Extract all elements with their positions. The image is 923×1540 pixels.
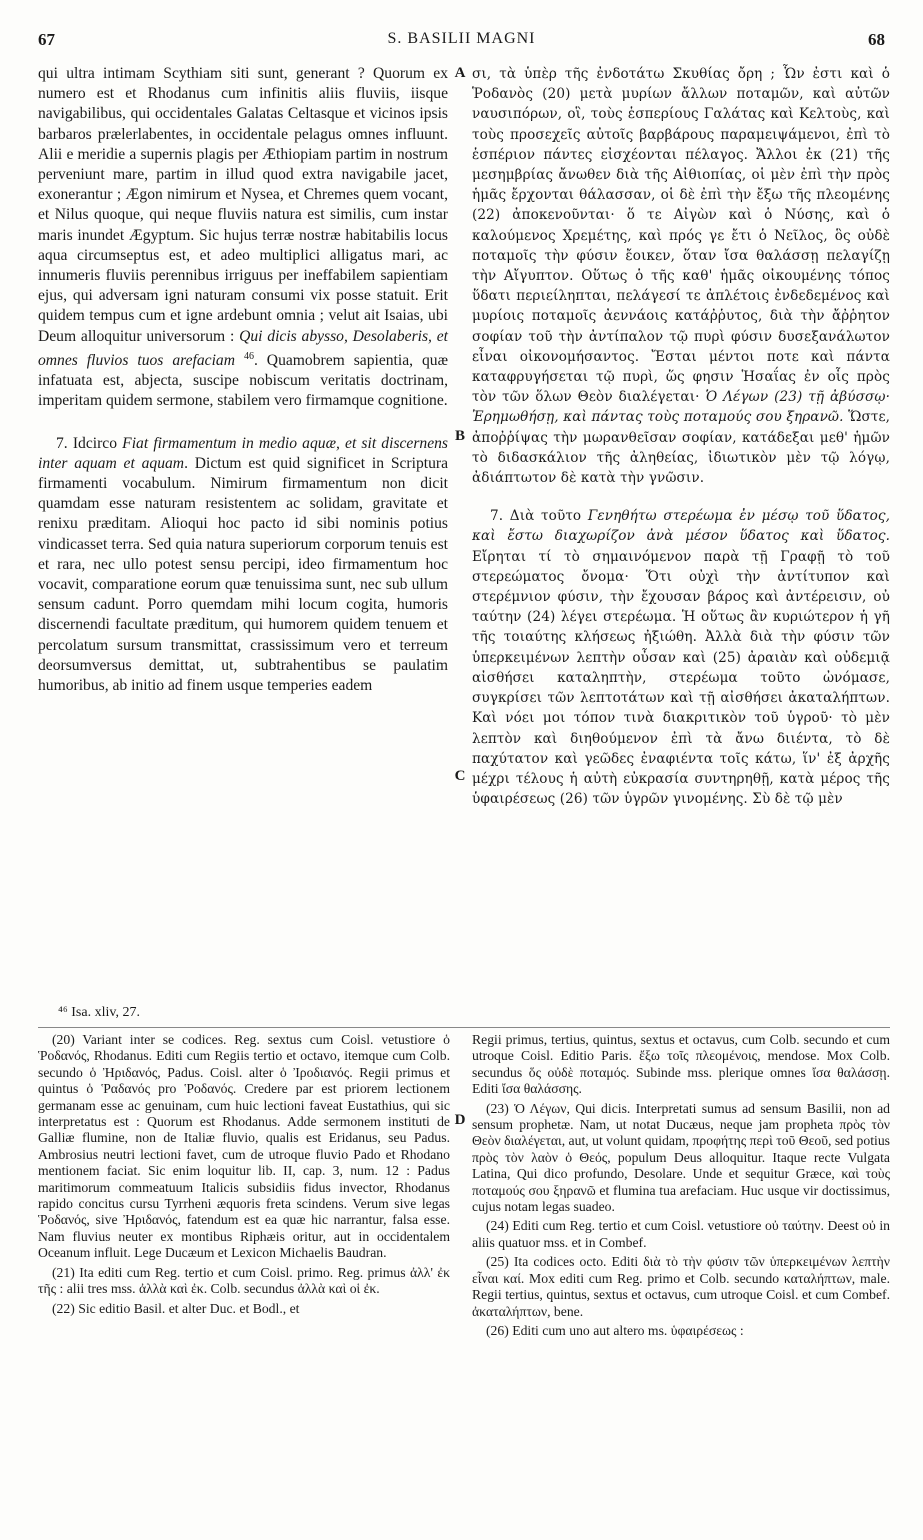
notes-left-column (38, 1032, 450, 1320)
note-26: (26) Editi cum uno aut altero ms. ὑφαιρέσεως : (486, 1322, 744, 1338)
scripture-footnote: ⁴⁶ Isa. xliv, 27. (58, 1005, 140, 1020)
greek-scripture-quote-2: Γενηθήτω στερέωμα ἐν μέσῳ τοῦ ὕδατος, καὶ ἔστω διαχωρίζον ἀνὰ μέσον ὕδατος καὶ ὕδατος. (472, 508, 890, 545)
note-22: (22) Sic editio Basil. et alter Duc. et Bodl., et (52, 1300, 300, 1316)
note-23: (23) Ὁ Λέγων, Qui dicis. Interpretati sumus ad sensum Basilii, non ad sensum prophetæ. Nam, ut notat Ducæus, neque jam propheta πρὸς τὸν Θεὸν διαλέγεται, aut, ut volunt quidam, προφήτης περὶ τοῦ Θεοῦ, sed potius πρὸς τὸν λαὸν ὁ Θεός, populum Deus alloquitur. Itaque recte Vulgata Latina, Qui dico profundo, Desolare. Unde et sequitur Græce, καὶ τοὺς ποταμούς σου ξηρανῶ et flumina tua arefaciam. Huc usque vir doctissimus, cujus notam legas suadeo. (472, 1100, 890, 1215)
margin-letter-d: D (454, 1112, 466, 1128)
margin-letter-c: C (454, 768, 466, 784)
note-24: (24) Editi cum Reg. tertio et cum Coisl. vetustiore οὐ ταύτην. Deest οὐ in aliis quatuor mss. et in Combef. (472, 1218, 890, 1250)
margin-letter-b: B (454, 428, 465, 444)
right-page-number: 68 (868, 30, 885, 49)
note-21: (21) Ita editi cum Reg. tertio et cum Coisl. primo. Reg. primus ἀλλ' ἐκ τῆς : alii tres mss. ἀλλὰ καὶ ἐκ. Colb. secundus ἀλλὰ καὶ οἱ ἐκ. (38, 1264, 450, 1297)
note-20: (20) Variant inter se codices. Reg. sextus cum Coisl. vetustiore ὁ Ῥοδανός, Rhodanus. Editi cum Regiis tertio et octavo, itemque cum Colb. secundo ὁ Ἠριδανός, Padus. Coisl. alter ὁ Ἰροδιανός. Regii primus et quintus ὁ Ῥαδανός pro Ῥοδανός. Credere par est priorem lectionem germanam esse ac genuinam, cum huic lectioni faveat Eustathius, qui sic interpretatus est : Quorum est Rhodanus. Adde sermonem instituti de Galliæ flumine, non de Italiæ fluvio, qualis est Eridanus, seu Padus. Ambrosius neutri lectioni favet, cum de utroque fluvio Pado et Rhodano mentionem faciat. Sic enim loquitur lib. II, cap. 3, num. 12 : Padus maritimorum commeatuum Italicis subsidiis fidus invector, Rhodanus rapido concitus cursu Tyrrheni æquoris freta scindens. Verum sive legas Ῥοδανός, sive Ἠριδανός, fatendum est ea quæ hic narrantur, falsa esse. Nam fluvius neuter ex montibus Riphæis oritur, aut in occidentalem Oceanum influit. Lege Ducæum et Lexicon Michaelis Baudran. (38, 1032, 450, 1261)
notes-right-column (472, 1032, 890, 1342)
latin-scripture-quote: Qui dicis abysso, Desolaberis, et omnes fluvios tuos arefaciam (38, 327, 448, 370)
note-22-continued: Regii primus, tertius, quintus, sextus et octavus, cum Colb. secundo et cum utroque Coisl. Editio Paris. ἔξω τοῖς πλεομένοις, mendose. Mox Colb. secundus ὅς οὐδὲ ποταμός. Subinde mss. plerique omnes ἴσα θαλάσσῃ. Editi ἴσα θαλάσσης. (472, 1032, 890, 1097)
page-header (38, 30, 885, 52)
footnote-marker: 46 (243, 350, 254, 362)
greek-paragraph-2: 7. Διὰ τοῦτο Γενηθήτω στερέωμα ἐν μέσῳ τοῦ ὕδατος, καὶ ἔστω διαχωρίζον ἀνὰ μέσον ὕδατος καὶ ὕδατος. Εἴρηται τί τὸ σημαινόμενον παρὰ τῇ Γραφῇ τὸ τοῦ στερεώματος ὄνομα· Ὅτι οὐχὶ τὴν ἀντίτυπον καὶ στερέμνιον φύσιν, τὴν ἔχουσαν βάρος καὶ ἀντέρεισιν, οὐ ταύτην (24) λέγει στερέωμα. Ἡ οὕτως ἂν κυριώτερον ἡ γῆ τῆς τοιαύτης κλήσεως ἠξιώθη. Ἀλλὰ διὰ τὴν φύσιν τῶν ὑπερκειμένων λεπτὴν οὖσαν καὶ (25) ἀραιὰν καὶ οὐδεμιᾷ αἰσθήσει καταληπτὴν, στερέωμα τοῦτο ὠνόμασε, συγκρίσει τῶν λεπτοτάτων καὶ τῇ αἰσθήσει ἀκαταλήπτων. Καὶ νόει μοι τόπον τινὰ διακριτικὸν τοῦ ὑγροῦ· τὸ μὲν λεπτὸν καὶ διηθούμενον ἐπὶ τὰ ἄνω διιέντα, τὸ δὲ παχύτατον καὶ γεῶδες ἐναφιέντα τοῖς κάτω, ἵν' ἐξ ἀρχῆς μέχρι τέλους ἡ αὐτὴ εὐκρασία συντηρηθῇ, κατὰ μέρος τῆς ὑφαιρέσεως (26) τῶν ὑγρῶν γινομένης. Σὺ δὲ τῷ μὲν (472, 508, 890, 808)
greek-scripture-quote: Ὁ Λέγων (23) τῇ ἀβύσσῳ· Ἐρημωθήσῃ, καὶ πάντας τοὺς ποταμούς σου ξηρανῶ. (472, 389, 890, 426)
greek-paragraph-1: σι, τὰ ὑπὲρ τῆς ἐνδοτάτω Σκυθίας ὄρη ; Ὧν ἐστι καὶ ὁ Ῥοδανὸς (20) μετὰ μυρίων ἄλλων ποταμῶν, καὶ αὐτῶν ναυσιπόρων, οἳ, τοὺς ἑσπερίους Γαλάτας καὶ Κελτοὺς, καὶ τοὺς προσεχεῖς αὐτοῖς βαρβάρους παραμειψάμενοι, ἐπὶ τὸ ἑσπέριον πάντες εἰσχέονται πέλαγος. Ἄλλοι ἐκ (21) τῆς μεσημβρίας ἄνωθεν διὰ τῆς Αἰθιοπίας, οἱ μὲν ἐπὶ τὴν πρὸς ἡμᾶς ἔρχονται θάλασσαν, οἱ δὲ ἐπὶ τὴν ἔξω τῆς πλεομένης (22) ἀποκενοῦνται· ὅ τε Αἰγὼν καὶ ὁ Νύσης, καὶ ὁ καλούμενος Χρεμέτης, καὶ πρός γε ἔτι ὁ Νεῖλος, ὃς οὐδὲ ποταμοῖς τὴν φύσιν ἔοικεν, ὅταν ἴσα θαλάσσῃ πελαγίζῃ τὴν Αἴγυπτον. Οὕτως ὁ τῆς καθ' ἡμᾶς οἰκουμένης τόπος ὕδατι περιείληπται, πελάγεσί τε ἀπλέτοις ἐνδεδεμένος καὶ μυρίοις ποταμοῖς ἀεννάοις κατάῤῥυτος, διὰ τὴν ἄῤῥητον σοφίαν τοῦ τὴν ἀντίπαλον τῷ πυρὶ φύσιν δυσεξανάλωτον εἶναι οἰκονομήσαντος. Ἔσται μέντοι ποτε καὶ πάντα καταφρυγήσεται τῷ πυρὶ, ὥς φησιν Ἡσαΐας ἐν οἷς πρὸς τὸν τῶν ὅλων Θεὸν διαλέγεται· Ὁ Λέγων (23) τῇ ἀβύσσῳ· Ἐρημωθήσῃ, καὶ πάντας τοὺς ποταμούς σου ξηρανῶ. Ὥστε, ἀποῤῥίψας τὴν μωρανθεῖσαν σοφίαν, κατάδεξαι μεθ' ἡμῶν τὸ διδασκάλιον τῆς ἀληθείας, ἰδιωτικὸν μὲν τῷ λόγῳ, ἀδιάπτωτον δὲ κατὰ τὴν γνῶσιν. (472, 66, 891, 487)
latin-scripture-quote-2: Fiat firmamentum in medio aquæ, et sit discernens inter aquam et aquam (38, 434, 449, 472)
note-25: (25) Ita codices octo. Editi διὰ τὸ τὴν φύσιν τῶν ὑπερκειμένων λεπτὴν εἶναι καί. Mox editi cum Reg. primo et Colb. secundo καταλήπτων, male. Regii tertius, quintus, sextus et octavus, cum utroque Coisl. et cum Combef. ἀκαταλήπτων, bene. (472, 1254, 890, 1319)
notes-divider (38, 1027, 890, 1028)
latin-paragraph-1: qui ultra intimam Scythiam siti sunt, generant ? Quorum ex numero est et Rhodanus cum infinitis aliis fluviis, iisque navigabilibus, qui occidentales Galatas Celtasque et vicinos ipsis barbaros prælerlabentes, in occidentale pelagus omnes influunt. Alii e meridie a supernis plagis per Æthiopiam partim in nostrum perveniunt mare, partim in illud quod extra navigabile jacet, exonerantur ; Ægon nimirum et Nysea, et Chremes quem vocant, et Nilus quoque, qui neque fluviis natura est similis, cum instar maris inundet Ægyptum. Sic hujus terræ nostræ habitabilis locus aqua circumseptus est, et adeo multiplici alligatus mari, ac innumeris fluviis perennibus irriguus per ineffabilem sapientiam ejus, qui adversam igni naturam consumi vix posse statuit. Erit quidem tempus cum et igne ardebunt omnia ; velut ait Isaias, ubi Deum alloquitur universorum : Qui dicis abysso, Desolaberis, et omnes fluvios tuos arefaciam $^{46}$. Quamobrem sapientia, quæ infatuata est, abjecta, suscipe nobiscum veritatis doctrinam, imperitam quidem sermone, stabilem vero firmamque cognitione. (38, 65, 448, 410)
left-page-number: 67 (38, 30, 55, 49)
latin-paragraph-2: 7. Idcirco Fiat firmamentum in medio aquæ, et sit discernens inter aquam et aquam. Dictum est quid significet in Scriptura firmamenti vocabulum. Nimirum firmamentum non dicit quamdam esse naturam resistentem ac solidam, gravitate et renixu præditam. Alioqui hoc pacto id sibi nominis potius vindicasset terra. Sed quia natura superiorum corporum tenuis est et rara, nec ullo potest sensu percipi, ideo firmamentum hoc vocavit, comparatione eorum quæ tenuissima sunt, nec sub ullum sensum cadunt. Porro quemdam mihi locum cogita, humoris discernendi facultate præditum, qui humorem quidem tenuem et percolatum sursum transmittat, crassissimum vero et terreum deorsumversus demittat, ut, subtrahentibus se paulatim humoribus, ab initio ad finem usque temperies eadem (38, 434, 449, 695)
running-title: S. BASILII MAGNI (387, 30, 536, 47)
latin-column (38, 64, 448, 696)
margin-letter-a: A (454, 65, 466, 81)
greek-column (472, 64, 890, 809)
